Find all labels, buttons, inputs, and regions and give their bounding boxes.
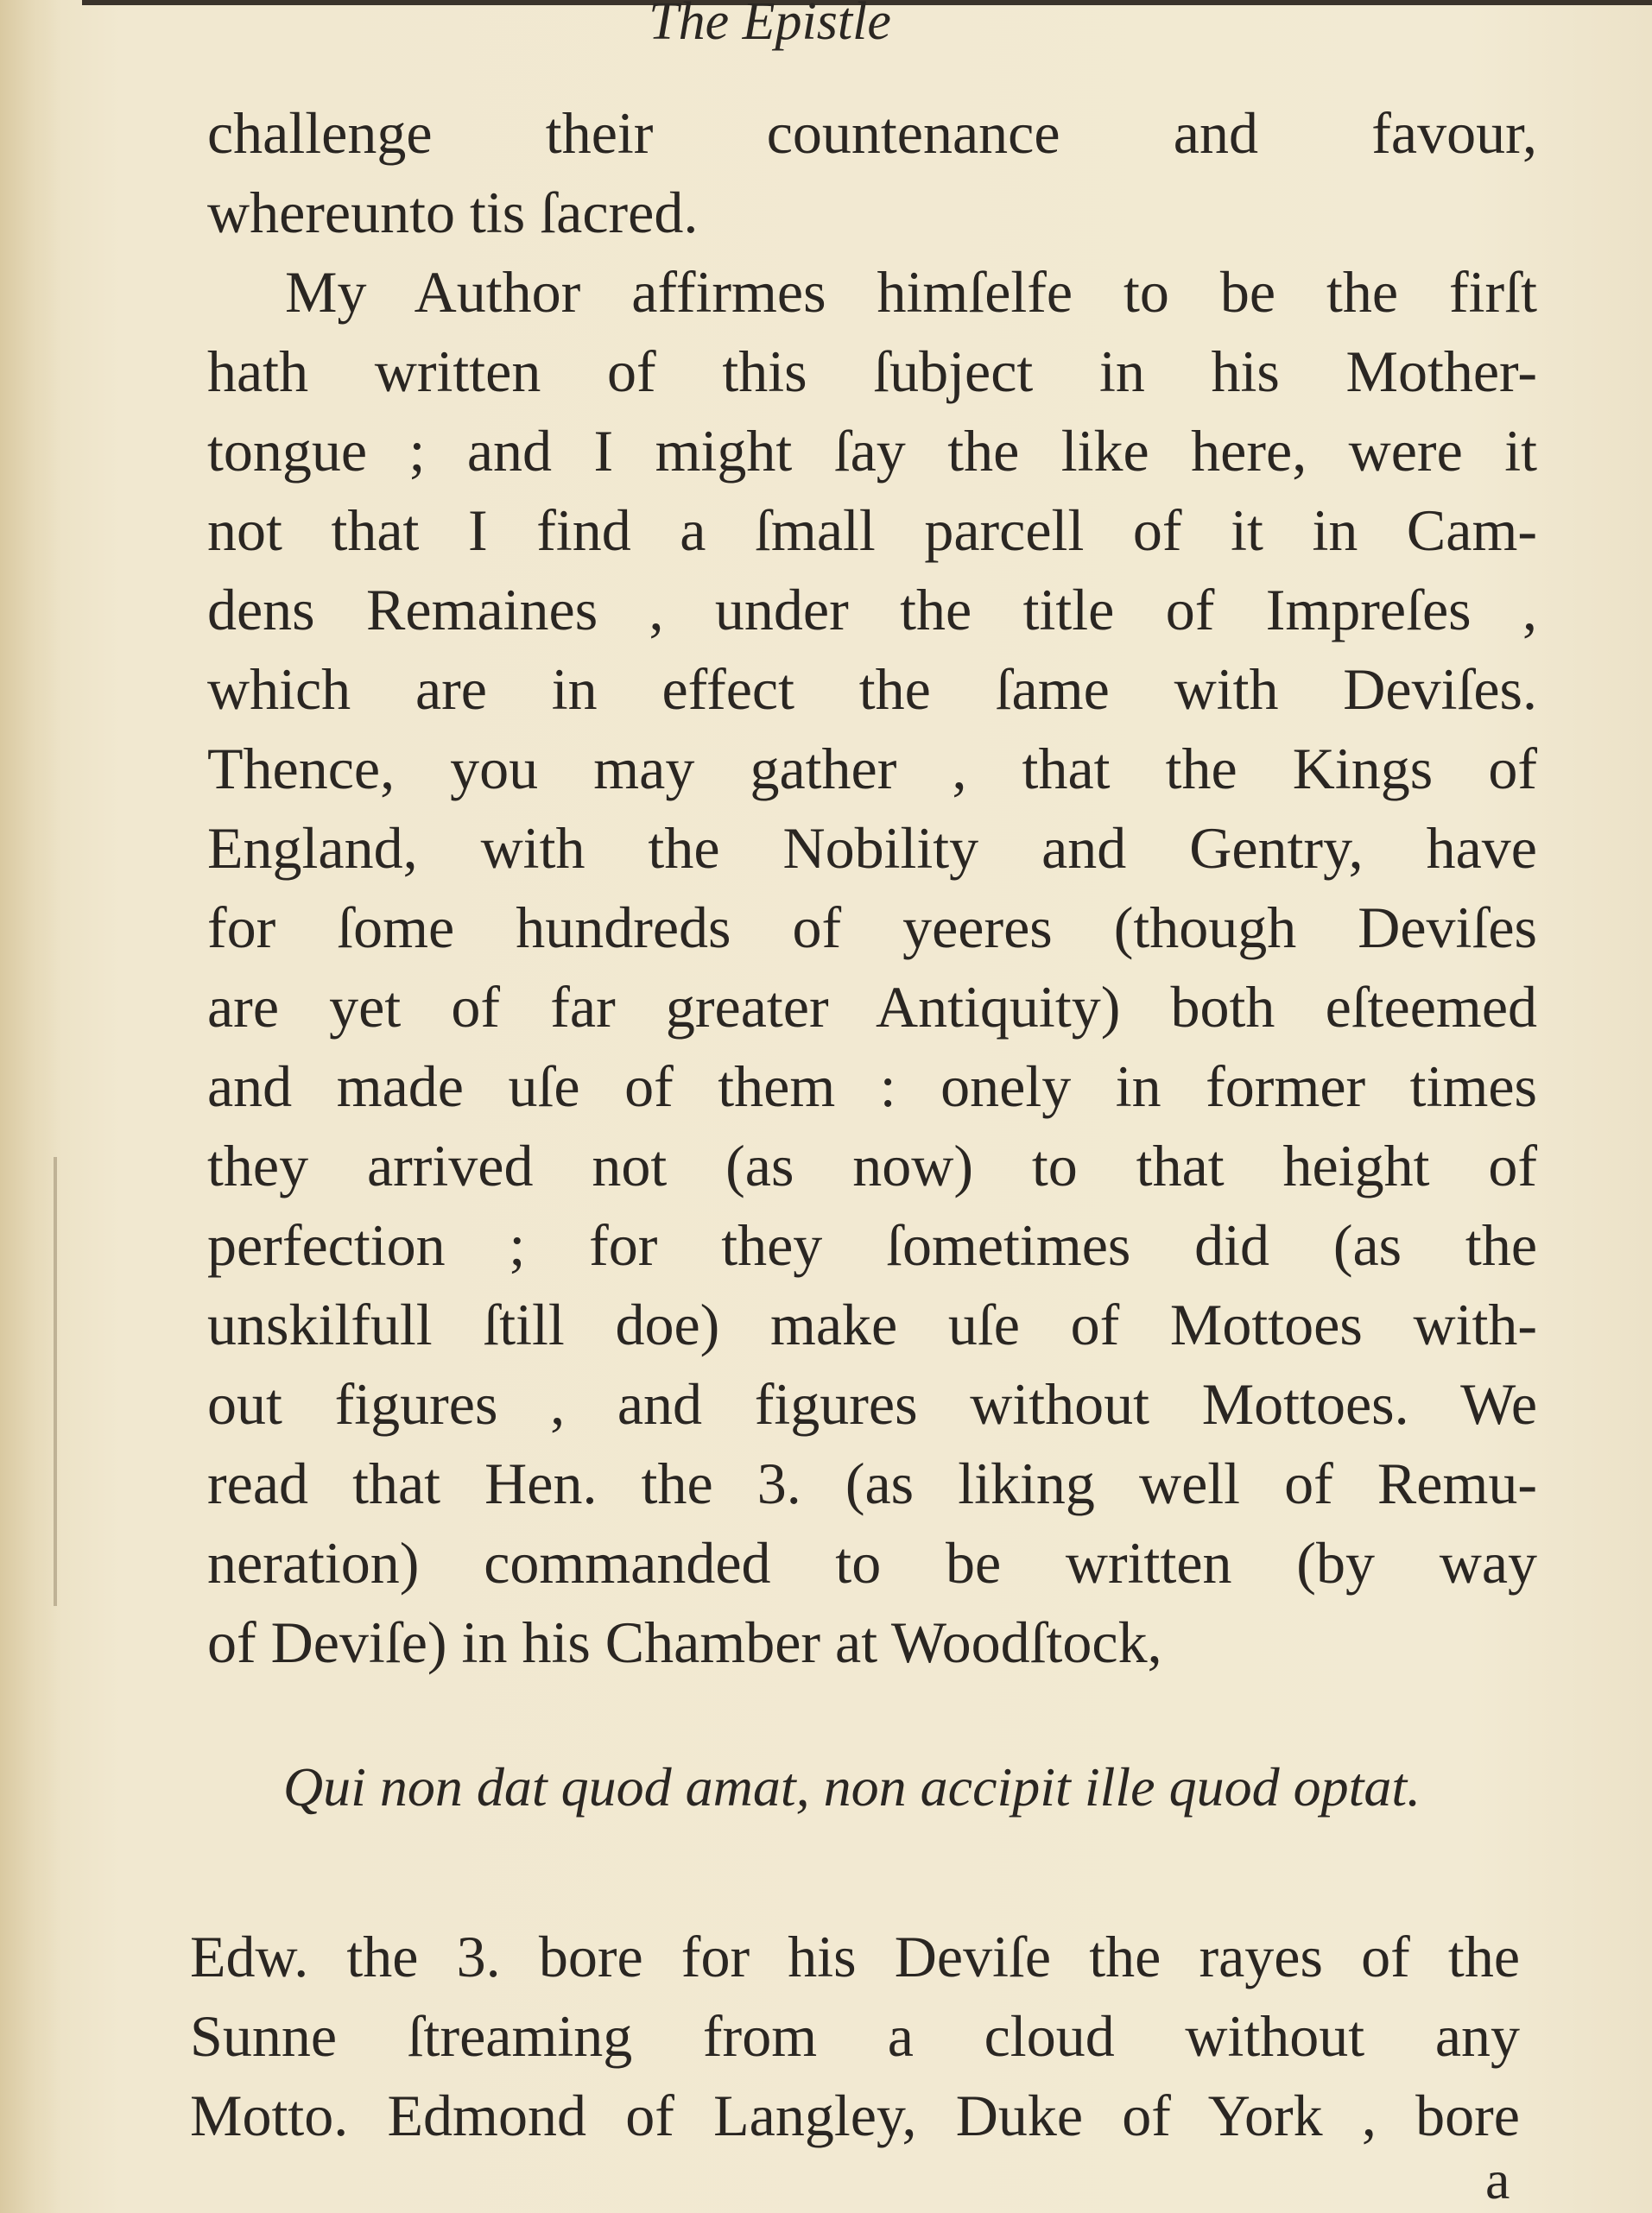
gutter-shadow [54,1157,57,1606]
continued-text-block [190,1917,1520,2155]
text-line: out figures , and figures without Mottoes. We [207,1371,1537,1437]
text-line: perfection ; for they ſometimes did (as the [207,1212,1537,1278]
text-line: which are in effect the ſame with Deviſes. [207,656,1537,722]
page-gutter [0,0,60,2213]
text-line: whereunto tis ſacred. [207,180,699,245]
text-line: My Author affirmes himſelfe to be the firſt [285,259,1537,325]
main-text-block [207,93,1537,1682]
text-line: England, with the Nobility and Gentry, have [207,815,1537,881]
text-line: Motto. Edmond of Langley, Duke of York , bore [190,2083,1520,2148]
text-line: hath written of this ſubject in his Mother- [207,338,1537,404]
text-line: are yet of far greater Antiquity) both eſteemed [207,974,1537,1040]
text-line: challenge their countenance and favour, [207,100,1537,166]
text-line: for ſome hundreds of yeeres (though Deviſes [207,895,1537,960]
text-line: they arrived not (as now) to that height of [207,1133,1537,1198]
text-line: dens Remaines , under the title of Impreſes , [207,577,1537,642]
text-line: Edw. the 3. bore for his Deviſe the rayes of the [190,1924,1520,1989]
running-head: The Epistle [649,0,891,51]
text-line: Sunne ſtreaming from a cloud without any [190,2003,1520,2069]
text-line: and made uſe of them : onely in former times [207,1053,1537,1119]
text-line: not that I find a ſmall parcell of it in Cam- [207,497,1537,563]
catchword: a [1485,2149,1510,2210]
latin-quote: Qui non dat quod amat, non accipit ille quod optat. [282,1756,1421,1818]
text-line: Thence, you may gather , that the Kings of [207,736,1537,801]
text-line: unskilfull ſtill doe) make uſe of Mottoes with- [207,1292,1537,1357]
text-line: tongue ; and I might ſay the like here, were it [207,418,1537,484]
text-line: neration) commanded to be written (by way [207,1530,1537,1596]
text-line: read that Hen. the 3. (as liking well of Remu- [207,1451,1537,1516]
text-line: of Deviſe) in his Chamber at Woodſtock, [207,1609,1162,1675]
